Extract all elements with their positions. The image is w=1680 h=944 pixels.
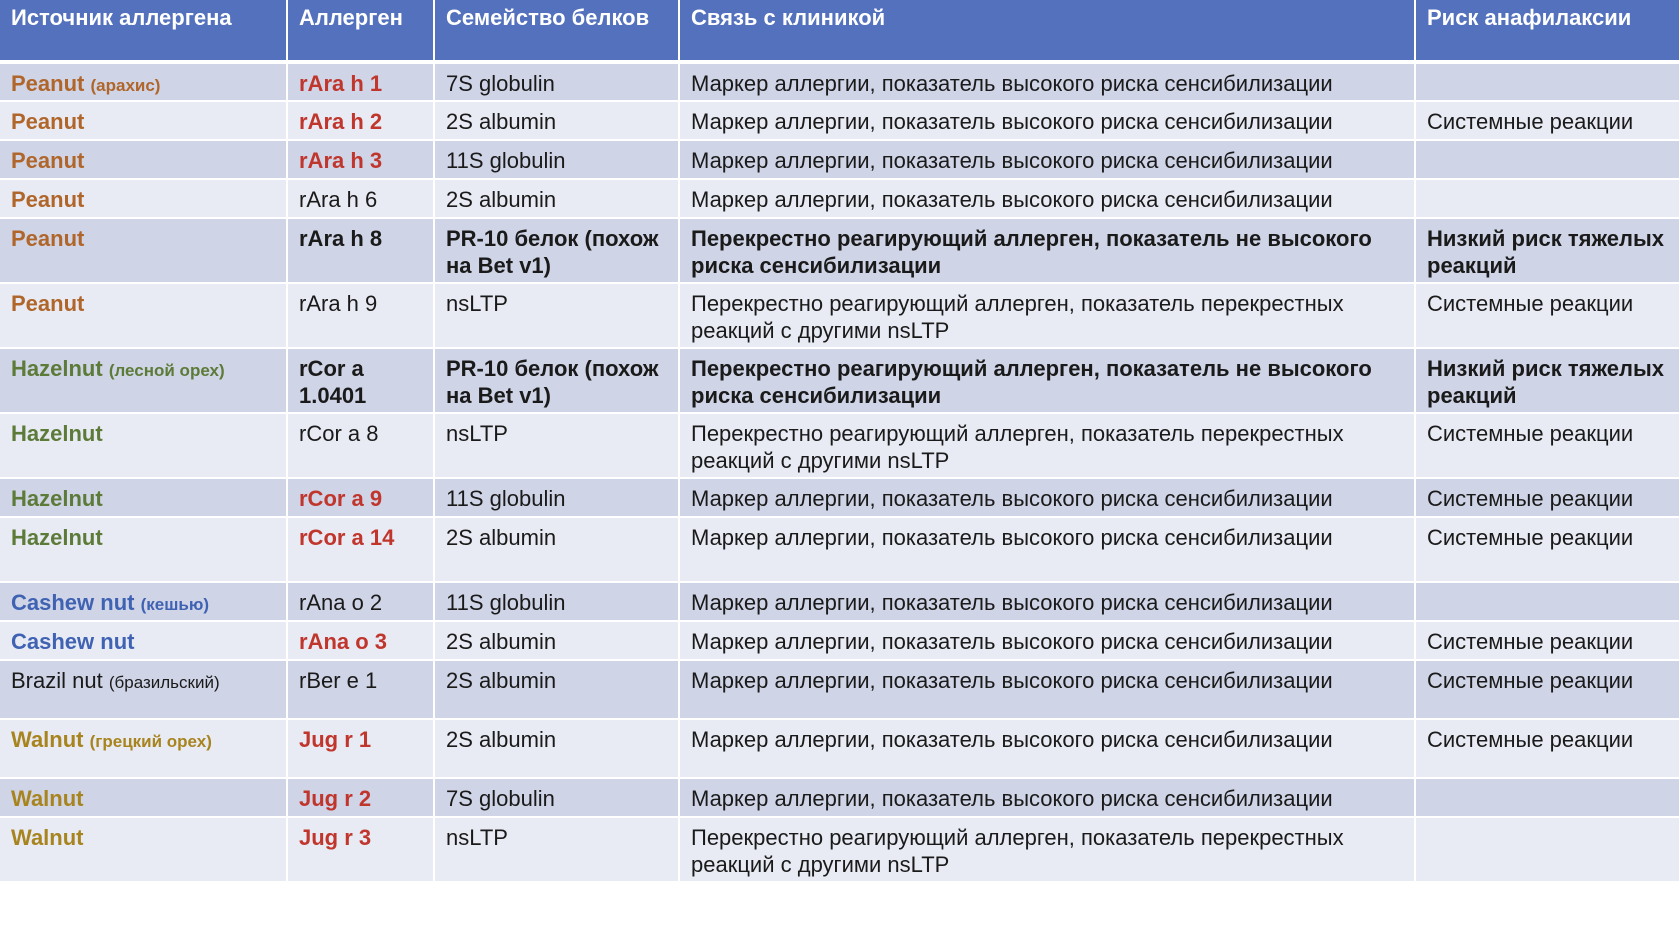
table-row (0, 660, 1680, 719)
anaphylaxis-risk-cell (1415, 62, 1680, 101)
table-row (0, 719, 1680, 778)
allergen-cell: rAra h 3 (287, 140, 434, 179)
allergen-cell: rBer e 1 (287, 660, 434, 719)
table-row (0, 101, 1680, 140)
allergen-cell: rAra h 9 (287, 283, 434, 348)
allergen-cell: Jug r 1 (287, 719, 434, 778)
source-name: Hazelnut (11, 486, 103, 511)
table-row (0, 179, 1680, 218)
source-name: Walnut (11, 825, 84, 850)
source-cell (0, 140, 287, 179)
anaphylaxis-risk-cell (1415, 817, 1680, 882)
allergen-cell: rCor a 8 (287, 413, 434, 478)
clinical-relevance-cell: Маркер аллергии, показатель высокого риска сенсибилизации (679, 179, 1415, 218)
source-name: Walnut (11, 786, 84, 811)
source-cell (0, 817, 287, 882)
protein-family-cell: PR-10 белок (похож на Bet v1) (434, 218, 679, 283)
protein-family-cell: 2S albumin (434, 719, 679, 778)
protein-family-cell: 2S albumin (434, 179, 679, 218)
protein-family-cell: nsLTP (434, 283, 679, 348)
table-row (0, 582, 1680, 621)
anaphylaxis-risk-cell (1415, 179, 1680, 218)
anaphylaxis-risk-cell: Системные реакции (1415, 413, 1680, 478)
clinical-relevance-cell: Перекрестно реагирующий аллерген, показатель не высокого риска сенсибилизации (679, 348, 1415, 413)
source-cell (0, 413, 287, 478)
source-name: Peanut (11, 291, 85, 316)
source-note: (арахис) (90, 76, 161, 95)
anaphylaxis-risk-cell: Системные реакции (1415, 283, 1680, 348)
clinical-relevance-cell: Маркер аллергии, показатель высокого риска сенсибилизации (679, 517, 1415, 582)
source-name: Hazelnut (11, 421, 103, 446)
anaphylaxis-risk-cell: Системные реакции (1415, 101, 1680, 140)
source-cell (0, 719, 287, 778)
source-note: (бразильский) (108, 673, 220, 692)
allergen-cell: rAna o 2 (287, 582, 434, 621)
clinical-relevance-cell: Перекрестно реагирующий аллерген, показатель перекрестных реакций с другими nsLTP (679, 817, 1415, 882)
clinical-relevance-cell: Маркер аллергии, показатель высокого риска сенсибилизации (679, 719, 1415, 778)
allergen-cell: Jug r 2 (287, 778, 434, 817)
table-row (0, 517, 1680, 582)
header-anaphylaxis-risk: Риск анафилаксии (1415, 0, 1680, 62)
source-name: Walnut (11, 727, 84, 752)
anaphylaxis-risk-cell: Низкий риск тяжелых реакций (1415, 218, 1680, 283)
table-row (0, 62, 1680, 101)
allergen-cell: rAra h 6 (287, 179, 434, 218)
anaphylaxis-risk-cell: Системные реакции (1415, 478, 1680, 517)
clinical-relevance-cell: Маркер аллергии, показатель высокого риска сенсибилизации (679, 660, 1415, 719)
protein-family-cell: PR-10 белок (похож на Bet v1) (434, 348, 679, 413)
header-protein-family: Семейство белков (434, 0, 679, 62)
protein-family-cell: 2S albumin (434, 517, 679, 582)
clinical-relevance-cell: Маркер аллергии, показатель высокого риска сенсибилизации (679, 778, 1415, 817)
clinical-relevance-cell: Перекрестно реагирующий аллерген, показатель не высокого риска сенсибилизации (679, 218, 1415, 283)
allergen-cell: rAra h 2 (287, 101, 434, 140)
allergen-cell: rAra h 8 (287, 218, 434, 283)
source-note: (лесной орех) (108, 361, 225, 380)
source-cell (0, 621, 287, 660)
source-name: Brazil nut (11, 668, 103, 693)
table-row (0, 478, 1680, 517)
source-cell (0, 283, 287, 348)
source-cell (0, 101, 287, 140)
clinical-relevance-cell: Маркер аллергии, показатель высокого риска сенсибилизации (679, 478, 1415, 517)
anaphylaxis-risk-cell (1415, 582, 1680, 621)
source-cell (0, 478, 287, 517)
anaphylaxis-risk-cell: Низкий риск тяжелых реакций (1415, 348, 1680, 413)
allergen-cell: Jug r 3 (287, 817, 434, 882)
protein-family-cell: 11S globulin (434, 582, 679, 621)
protein-family-cell: nsLTP (434, 817, 679, 882)
table-row (0, 218, 1680, 283)
clinical-relevance-cell: Маркер аллергии, показатель высокого риска сенсибилизации (679, 62, 1415, 101)
protein-family-cell: 2S albumin (434, 621, 679, 660)
table-row (0, 817, 1680, 882)
header-source: Источник аллергена (0, 0, 287, 62)
source-cell (0, 62, 287, 101)
source-name: Hazelnut (11, 525, 103, 550)
source-cell (0, 660, 287, 719)
table-row (0, 140, 1680, 179)
source-name: Peanut (11, 187, 85, 212)
source-name: Peanut (11, 148, 85, 173)
table-row (0, 348, 1680, 413)
allergen-cell: rCor a 1.0401 (287, 348, 434, 413)
allergen-cell: rCor a 9 (287, 478, 434, 517)
anaphylaxis-risk-cell: Системные реакции (1415, 621, 1680, 660)
source-name: Cashew nut (11, 590, 135, 615)
table-row (0, 413, 1680, 478)
source-cell (0, 517, 287, 582)
table-row (0, 621, 1680, 660)
allergen-cell: rCor a 14 (287, 517, 434, 582)
source-name: Peanut (11, 71, 85, 96)
header-clinical-relevance: Связь с клиникой (679, 0, 1415, 62)
header-allergen: Аллерген (287, 0, 434, 62)
clinical-relevance-cell: Перекрестно реагирующий аллерген, показатель перекрестных реакций с другими nsLTP (679, 283, 1415, 348)
table-row (0, 778, 1680, 817)
table-header (0, 0, 1680, 62)
source-name: Peanut (11, 109, 85, 134)
protein-family-cell: 7S globulin (434, 62, 679, 101)
anaphylaxis-risk-cell: Системные реакции (1415, 517, 1680, 582)
source-cell (0, 348, 287, 413)
allergen-cell: rAra h 1 (287, 62, 434, 101)
clinical-relevance-cell: Маркер аллергии, показатель высокого риска сенсибилизации (679, 582, 1415, 621)
header-row (0, 0, 1680, 62)
clinical-relevance-cell: Маркер аллергии, показатель высокого риска сенсибилизации (679, 621, 1415, 660)
anaphylaxis-risk-cell (1415, 778, 1680, 817)
source-cell (0, 179, 287, 218)
source-note: (грецкий орех) (89, 732, 212, 751)
allergen-cell: rAna o 3 (287, 621, 434, 660)
protein-family-cell: 2S albumin (434, 101, 679, 140)
table-body (0, 62, 1680, 882)
source-name: Cashew nut (11, 629, 135, 654)
protein-family-cell: 7S globulin (434, 778, 679, 817)
protein-family-cell: 11S globulin (434, 140, 679, 179)
protein-family-cell: 11S globulin (434, 478, 679, 517)
anaphylaxis-risk-cell: Системные реакции (1415, 719, 1680, 778)
source-name: Hazelnut (11, 356, 103, 381)
table-row (0, 283, 1680, 348)
clinical-relevance-cell: Перекрестно реагирующий аллерген, показатель перекрестных реакций с другими nsLTP (679, 413, 1415, 478)
source-note: (кешью) (140, 595, 210, 614)
anaphylaxis-risk-cell: Системные реакции (1415, 660, 1680, 719)
protein-family-cell: 2S albumin (434, 660, 679, 719)
anaphylaxis-risk-cell (1415, 140, 1680, 179)
protein-family-cell: nsLTP (434, 413, 679, 478)
source-cell (0, 218, 287, 283)
source-cell (0, 778, 287, 817)
source-name: Peanut (11, 226, 85, 251)
clinical-relevance-cell: Маркер аллергии, показатель высокого риска сенсибилизации (679, 140, 1415, 179)
clinical-relevance-cell: Маркер аллергии, показатель высокого риска сенсибилизации (679, 101, 1415, 140)
source-cell (0, 582, 287, 621)
